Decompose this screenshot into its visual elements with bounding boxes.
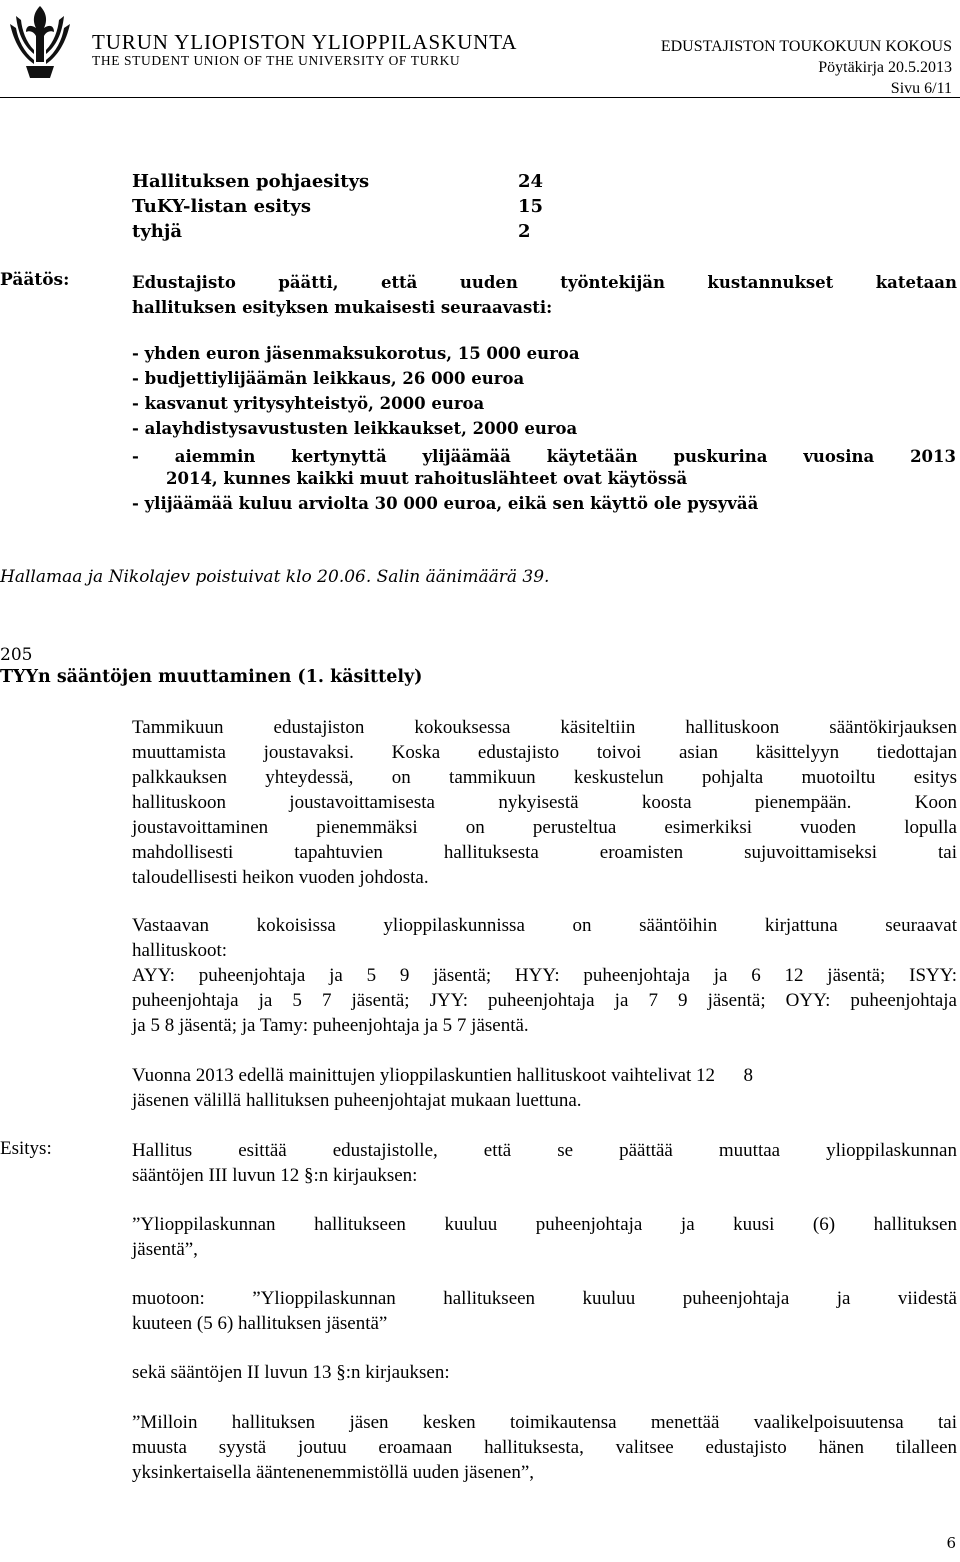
quote-line: muotoon: ”Ylioppilaskunnan hallitukseen kuuluu puheenjohtaja ja viidestä — [132, 1288, 957, 1309]
quote-line: jäsentä”, — [132, 1239, 198, 1260]
quoted-rule — [132, 1212, 957, 1262]
quote-line: yksinkertaisella ääntenenemmistöllä uuden jäsenen”, — [132, 1462, 535, 1483]
decision-line: Edustajisto päätti, että uuden työntekijän kustannukset katetaan — [132, 273, 957, 292]
proposal-label: Esitys: — [0, 1138, 52, 1159]
org-name-finnish: TURUN YLIOPISTON YLIOPPILASKUNTA — [92, 30, 518, 54]
body-line: Vuonna 2013 edellä mainittujen ylioppilaskuntien hallituskoot vaihtelivat 12 8 — [132, 1065, 754, 1086]
vote-count: 24 — [518, 171, 544, 192]
proposal-line: sekä sääntöjen II luvun 13 §:n kirjauksen: — [132, 1362, 450, 1383]
quoted-rule — [132, 1286, 957, 1336]
proposal-line: sääntöjen III luvun 12 §:n kirjauksen: — [132, 1165, 418, 1186]
body-paragraph — [132, 913, 957, 1038]
decision-item: - yhden euron jäsenmaksukorotus, 15 000 euroa — [132, 344, 580, 363]
decision-item — [132, 444, 956, 469]
vote-label: TuKY-listan esitys — [132, 196, 311, 217]
org-name-english: THE STUDENT UNION OF THE UNIVERSITY OF TURKU — [92, 53, 461, 68]
body-line: Vastaavan kokoisissa ylioppilaskunnissa on sääntöihin kirjattuna seuraavat — [132, 915, 957, 936]
decision-item: - budjettiylijäämän leikkaus, 26 000 euroa — [132, 369, 525, 388]
body-line: mahdollisesti tapahtuvien hallituksesta eroamisten sujuvoittamiseksi tai — [132, 842, 957, 863]
decision-item-line: - aiemmin kertynyttä ylijäämää käytetään puskurina vuosina 2013 — [132, 447, 956, 466]
body-line: hallituskoon joustavoittamisesta nykyisestä koosta pienempään. Koon — [132, 792, 957, 813]
decision-line: hallituksen esityksen mukaisesti seuraavasti: — [132, 298, 553, 317]
section-number: 205 — [0, 645, 33, 665]
body-line: puheenjohtaja ja 5 7 jäsentä; JYY: puheenjohtaja ja 7 9 jäsentä; OYY: puheenjohtaja — [132, 990, 957, 1011]
meeting-note: Hallamaa ja Nikolajev poistuivat klo 20.06. Salin äänimäärä 39. — [0, 567, 550, 587]
quote-line: muusta syystä joutuu eroamaan hallituksesta, valitsee edustajisto hänen tilalleen — [132, 1437, 957, 1458]
quoted-rule — [132, 1410, 957, 1485]
vote-label: Hallituksen pohjaesitys — [132, 171, 370, 192]
proposal-paragraph — [132, 1138, 957, 1188]
header-divider — [0, 97, 960, 98]
quote-line: ”Ylioppilaskunnan hallitukseen kuuluu puheenjohtaja ja kuusi (6) hallituksen — [132, 1214, 957, 1235]
vote-count: 2 — [518, 221, 531, 242]
decision-label: Päätös: — [0, 270, 70, 290]
body-line: hallituskoot: — [132, 940, 227, 961]
decision-item: 2014, kunnes kaikki muut rahoituslähteet ovat käytössä — [166, 469, 688, 488]
body-line: jäsenen välillä hallituksen puheenjohtajat mukaan luettuna. — [132, 1090, 582, 1111]
vote-label: tyhjä — [132, 221, 183, 242]
quote-line: kuuteen (5 6) hallituksen jäsentä” — [132, 1313, 388, 1334]
decision-text — [132, 270, 957, 320]
vote-count: 15 — [518, 196, 544, 217]
section-title: TYYn sääntöjen muuttaminen (1. käsittely) — [0, 667, 423, 687]
body-line: muuttamista joustavaksi. Koska edustajisto toivoi asian käsittelyyn tiedottajan — [132, 742, 957, 763]
body-paragraph — [132, 715, 957, 890]
quote-line: ”Milloin hallituksen jäsen kesken toimikautensa menettää vaalikelpoisuutensa tai — [132, 1412, 957, 1433]
proposal-paragraph — [132, 1360, 957, 1385]
decision-item: - alayhdistysavustusten leikkaukset, 2000 euroa — [132, 419, 578, 438]
body-line: taloudellisesti heikon vuoden johdosta. — [132, 867, 429, 888]
page-number: 6 — [946, 1534, 956, 1552]
decision-item: - kasvanut yritysyhteistyö, 2000 euroa — [132, 394, 485, 413]
body-paragraph — [132, 1063, 957, 1113]
proposal-line: Hallitus esittää edustajistolle, että se päättää muuttaa ylioppilaskunnan — [132, 1140, 957, 1161]
student-union-logo — [6, 2, 74, 80]
body-line: AYY: puheenjohtaja ja 5 9 jäsentä; HYY: puheenjohtaja ja 6 12 jäsentä; ISYY: — [132, 965, 957, 986]
body-line: joustavoittaminen pienemmäksi on perusteltua esimerkiksi vuoden lopulla — [132, 817, 957, 838]
page-indicator: Sivu 6/11 — [890, 80, 952, 97]
header-meta — [661, 36, 952, 99]
body-line: ja 5 8 jäsentä; ja Tamy: puheenjohtaja ja 5 7 jäsentä. — [132, 1015, 529, 1036]
meeting-title: EDUSTAJISTON TOUKOKUUN KOKOUS — [660, 38, 952, 55]
decision-item: - ylijäämää kuluu arviolta 30 000 euroa, eikä sen käyttö ole pysyvää — [132, 494, 759, 513]
body-line: palkkauksen yhteydessä, on tammikuun keskustelun pohjalta muotoiltu esitys — [132, 767, 957, 788]
minutes-date: Pöytäkirja 20.5.2013 — [818, 59, 952, 76]
body-line: Tammikuun edustajiston kokouksessa käsiteltiin hallituskoon sääntökirjauksen — [132, 717, 957, 738]
